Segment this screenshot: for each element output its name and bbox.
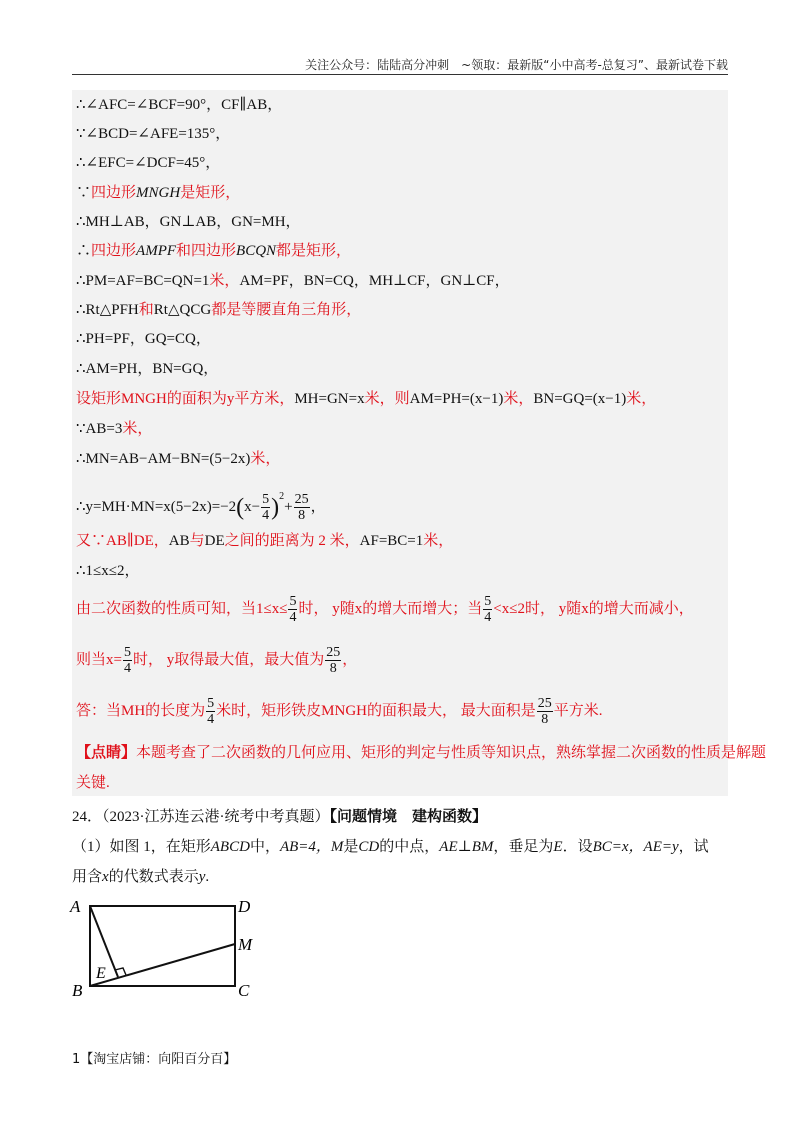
solution-note: 【点睛】本题考查了二次函数的几何应用、矩形的判定与性质等知识点，熟练掌握二次函数的性质是解题 [76,745,767,761]
problem-title: 24．（2023·江苏连云港·统考中考真题）【问题情境 建构函数】 [72,809,488,825]
label-a: A [70,897,81,916]
solution-line-10: ∴AM=PH，BN=GQ， [76,361,219,377]
solution-line-1: ∴∠AFC=∠BCF=90°，CF∥AB， [76,97,283,113]
solution-line-6: ∴四边形AMPF和四边形BCQN都是矩形， [76,243,352,259]
solution-line-12: ∵AB=3米， [76,421,153,437]
solution-line-7: ∴PM=AF=BC=QN=1米，AM=PF，BN=CQ，MH⊥CF，GN⊥CF， [76,273,510,289]
solution-line-19: 答：当MH的长度为 $\frac{5}{4}$ 米时，矩形铁皮MNGH的面积最大， 最大面积是 $\frac{25}{8}$ 平方米. [76,696,603,728]
segment-bm [90,944,235,986]
label-b: B [72,981,83,1000]
solution-line-14: ∴y=MH·MN=x(5−2x)=−2(x− $\frac{5}{4}$ )$^2$+ $\frac{25}{8}$ ， [76,491,326,524]
label-m: M [238,935,253,954]
header-divider [72,74,728,75]
solution-line-8: ∴Rt△PFH和Rt△QCG都是等腰直角三角形， [76,302,362,318]
label-e: E [96,965,106,982]
solution-line-9: ∴PH=PF，GQ=CQ， [76,331,211,347]
figure-1-rectangle-diagram [66,886,266,1006]
solution-line-11: 设矩形MNGH的面积为y平方米，MH=GN=x米，则AM=PH=(x−1)米，BN=GQ=(x−1)米， [76,391,657,407]
solution-block [72,90,767,796]
solution-line-18: 则当x= $\frac{5}{4}$ 时， y取得最大值，最大值为 $\frac{25}{8}$ ， [76,645,358,677]
solution-line-3: ∴∠EFC=∠DCF=45°， [76,155,221,171]
problem-statement-2: 用含x的代数式表示y. [72,869,210,885]
rectangle-abcd [90,906,235,986]
solution-line-5: ∴MH⊥AB，GN⊥AB，GN=MH， [76,214,301,230]
problem-statement-1: （1）如图 1，在矩形ABCD中，AB=4，M是CD的中点，AE⊥BM，垂足为E．设BC=x，AE=y，试 [72,839,709,855]
label-c: C [238,981,250,1000]
page-header: 关注公众号：陆陆高分冲刺 ~领取：最新版“小中高考-总复习”、最新试卷下载 [305,58,728,72]
solution-line-2: ∵∠BCD=∠AFE=135°， [76,126,231,142]
solution-line-4: ∵四边形MNGH是矩形， [76,185,241,201]
solution-note-cont: 关键. [76,775,110,791]
solution-line-17: 由二次函数的性质可知，当1≤x≤ $\frac{5}{4}$ 时， y随x的增大而增大；当 $\frac{5}{4}$ <x≤2时， y随x的增大而减小， [76,594,694,626]
solution-line-13: ∴MN=AB−AM−BN=(5−2x)米， [76,451,281,467]
solution-line-16: ∴1≤x≤2， [76,563,140,579]
label-d: D [238,897,251,916]
page-footer: 1【淘宝店铺：向阳百分百】 [72,1052,237,1067]
solution-line-15: 又∵AB∥DE，AB与DE之间的距离为 2 米，AF=BC=1米， [76,533,454,549]
